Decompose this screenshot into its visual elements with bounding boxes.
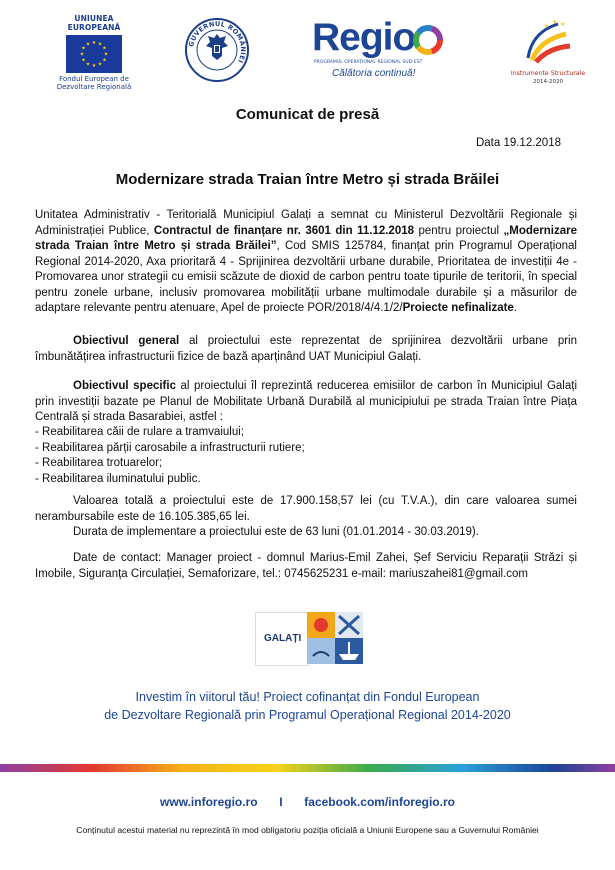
intro-text-1: Unitatea Administrativ - Teritorială Municipiul Galați a semnat cu Ministerul Dezvoltării Regionale și Administrației Publice,: [35, 209, 577, 237]
regio-logo: [312, 18, 452, 90]
svg-text:★: ★: [97, 41, 103, 48]
svg-text:★: ★: [85, 41, 91, 48]
structural-instruments-label: Instrumente Structurale: [510, 70, 586, 77]
eu-fund-line2: Dezvoltare Regională: [56, 83, 132, 91]
duration-paragraph: [35, 525, 577, 541]
disclaimer-text: Conținutul acestui material nu reprezintă în mod obligatoriu poziția oficială a Uniunii Europene sau a Guvernului României: [76, 825, 539, 835]
link-separator: I: [279, 795, 283, 809]
intro-text-2: pentru proiectul: [414, 224, 504, 237]
cofinancing-line2: de Dezvoltare Regională prin Programul Operațional Regional 2014-2020: [104, 708, 511, 722]
list-item: - Reabilitarea părții carosabile a infrastructurii rutiere;: [35, 441, 305, 454]
svg-text:★: ★: [97, 61, 103, 68]
specific-objective-label: Obiectivul specific: [73, 380, 176, 392]
eu-logo: [52, 14, 136, 91]
structural-instruments-icon: [522, 18, 574, 68]
contact-paragraph: [35, 551, 577, 582]
intro-text-3: , Cod SMIS 125784, finanțat prin Programul Operațional Regional 2014-2020, Axa prioritară 4 - Sprijinirea dezvoltării urbane durabile, Prioritatea de investiții 4e - Promovarea unor strategii cu emisii scăzute de dioxid de carbon pentru toate tipurile de teritorii, în special pentru zonele urbane, inclusiv promovarea mobilității urbane multimodale durabile și a măsurilor de adaptare relevante pentru atenuare, Apel de proiecte POR/2018/4/4.1/2/: [35, 240, 577, 314]
structural-instruments-years: 2014-2020: [533, 79, 563, 85]
cofinancing-statement: [0, 688, 615, 724]
government-seal-logo: [184, 17, 250, 83]
regio-tagline: Călătoria continuă!: [332, 68, 416, 79]
project-name: „Modernizare strada Traian între Metro și strada Brăilei”: [35, 224, 578, 252]
structural-instruments-logo: [508, 18, 588, 93]
press-headline: Modernizare strada Traian între Metro și strada Brăilei: [115, 171, 500, 188]
call-type: Proiecte nefinalizate: [402, 302, 514, 314]
svg-text:★: ★: [102, 45, 107, 52]
svg-text:★: ★: [560, 21, 566, 28]
galati-wordmark: GALAȚI: [264, 633, 302, 644]
list-item: - Reabilitarea iluminatului public.: [35, 472, 201, 485]
list-item: - Reabilitarea trotuarelor;: [35, 457, 163, 469]
cofinancing-line1: Investim în viitorul tău! Proiect cofinanțat din Fondul European: [135, 690, 480, 704]
website-link[interactable]: www.inforegio.ro: [160, 795, 258, 809]
svg-text:★: ★: [79, 51, 85, 58]
svg-text:★: ★: [552, 19, 558, 26]
svg-text:★: ★: [544, 23, 550, 30]
footer-links: [0, 795, 615, 809]
contact-text: Date de contact: Manager proiect - domnul Marius-Emil Zahei, Șef Serviciu Reparații Străzi și Imobile, Siguranța Circulației, Semaforizare, tel.: 0745625231 e-mail: mariuszahei81@gmail.com: [35, 552, 577, 580]
regio-program-line: PROGRAMUL OPERAȚIONAL REGIONAL SUD-EST: [314, 60, 423, 65]
color-stripe-divider: [0, 764, 615, 772]
general-objective-text: al proiectului este reprezentat de sprijinirea dezvoltării urbane prin îmbunătățirea infrastructurii fizice de bază aparținând UAT Municipiul Galați.: [35, 335, 577, 363]
svg-text:★: ★: [81, 45, 86, 52]
list-item: - Reabilitarea căii de rulare a tramvaiului;: [35, 426, 245, 438]
svg-text:★: ★: [85, 61, 91, 68]
svg-text:★: ★: [81, 57, 86, 64]
galati-emblem-icon: [307, 612, 363, 664]
duration-text: Durata de implementare a proiectului este de 63 luni (01.01.2014 - 30.03.2019).: [73, 526, 479, 538]
value-paragraph: [35, 494, 577, 525]
intro-text-end: .: [513, 302, 518, 314]
contract-number: Contractul de finanțare nr. 3601 din 11.12.2018: [153, 224, 415, 237]
regio-wordmark: Regio: [312, 16, 416, 59]
regio-o-icon: [412, 24, 444, 56]
eu-flag-icon: [66, 35, 122, 73]
svg-text:★: ★: [103, 51, 109, 58]
specific-objective-text: al proiectului îl reprezintă reducerea emisiilor de carbon în Municipiul Galați prin investiții bazate pe Planul de Mobilitate Urbană Durabilă al municipiului pe strada Traian între Piața Centrală și strada Basarabiei, astfel :: [35, 380, 577, 423]
intro-paragraph: [35, 208, 577, 317]
document-date: Data 19.12.2018: [475, 137, 561, 149]
galati-logo: [255, 612, 363, 664]
general-objective-paragraph: [35, 334, 577, 365]
value-text: Valoarea totală a proiectului este de 17.900.158,57 lei (cu T.V.A.), din care valoarea sumei nerambursabile este de 16.105.385,65 lei.: [35, 495, 577, 523]
specific-objective-paragraph: [35, 379, 577, 426]
facebook-link[interactable]: facebook.com/inforegio.ro: [304, 795, 455, 809]
svg-text:★: ★: [102, 57, 107, 64]
eu-logo-title: UNIUNEA EUROPEANĂ: [67, 14, 121, 32]
svg-text:★: ★: [91, 40, 97, 46]
eu-fund-line1: Fondul European de: [59, 75, 129, 83]
document-title: Comunicat de presă: [235, 106, 380, 123]
works-list: [35, 425, 577, 487]
svg-text:★: ★: [91, 63, 97, 69]
general-objective-label: Obiectivul general: [73, 335, 180, 347]
government-ring-text: GUVERNUL ROMÂNIEI: [187, 19, 248, 65]
